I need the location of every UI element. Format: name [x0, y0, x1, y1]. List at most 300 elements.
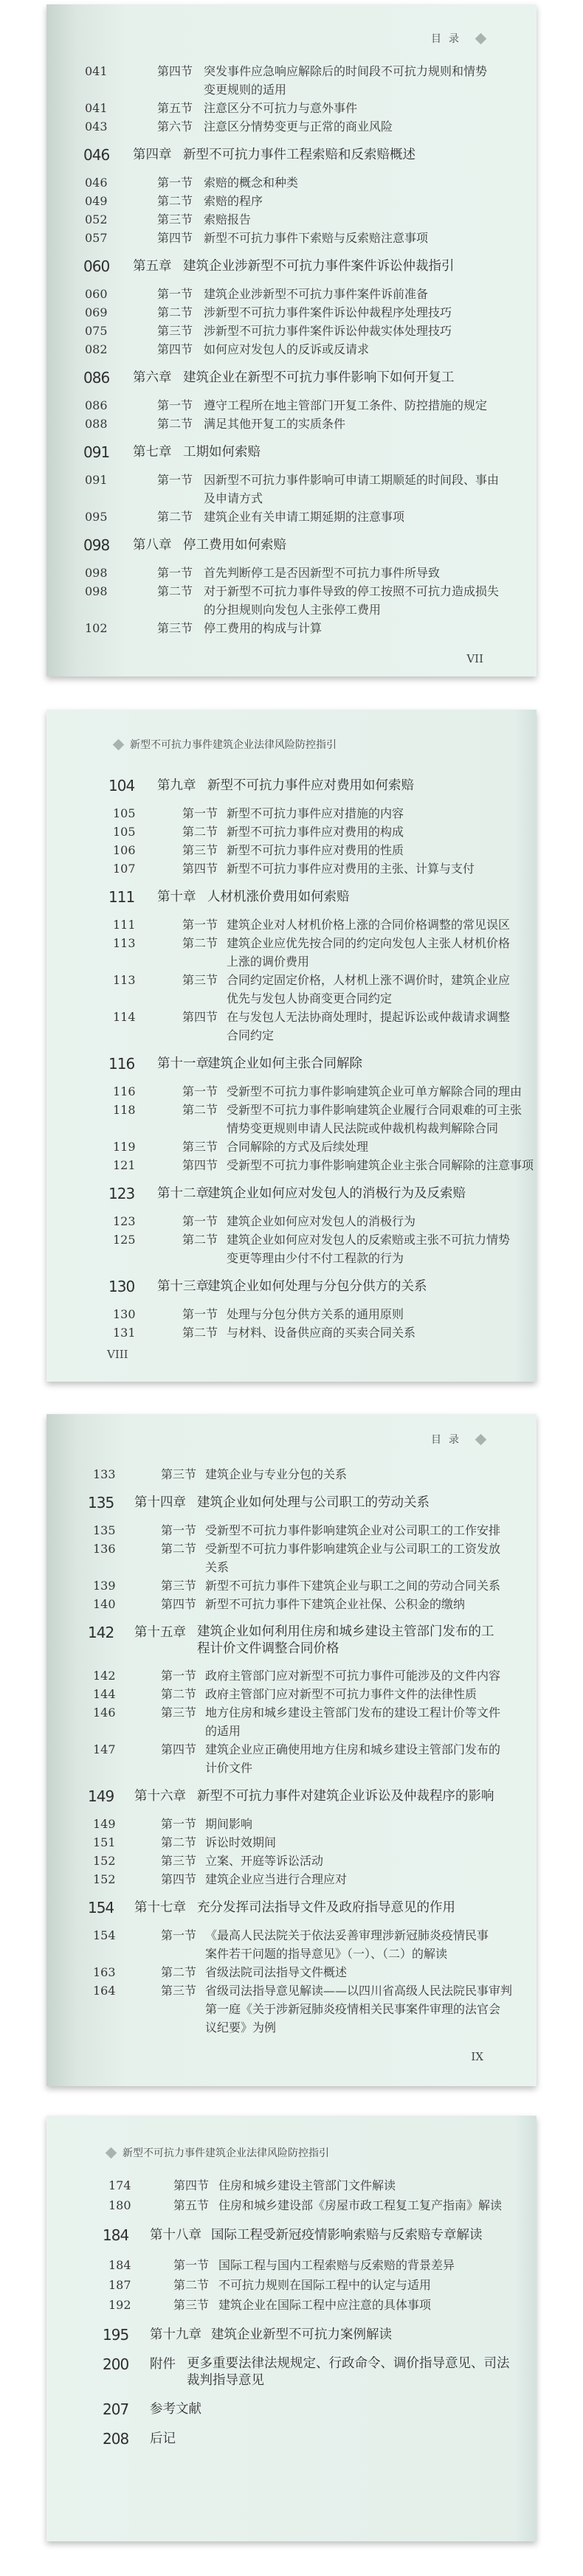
toc-section-entry[interactable]: [46, 99, 537, 117]
entry-title-line: 及申请方式: [204, 491, 263, 505]
entry-title: [204, 415, 537, 433]
toc-page-viii: [46, 710, 537, 1382]
toc-section-entry[interactable]: [46, 173, 537, 192]
entry-title: [197, 1494, 537, 1512]
toc-chapter-entry[interactable]: [46, 1494, 537, 1512]
toc-page-number: 192: [108, 2298, 131, 2312]
entry-title: [205, 1815, 537, 1833]
chapter-label: 第十五章: [134, 1625, 186, 1640]
toc-page-number: 195: [103, 2326, 129, 2344]
toc-chapter-entry[interactable]: [46, 1278, 537, 1296]
entry-title: [197, 1624, 537, 1658]
toc-section-entry[interactable]: [46, 303, 537, 322]
entry-title-line: 在与发包人无法协商处理时，提起诉讼或仲裁请求调整: [227, 1010, 511, 1024]
chapter-label: 第十三章: [157, 1279, 209, 1294]
entry-title-line: 受新型不可抗力事件影响建筑企业与公司职工的工资发放: [205, 1542, 501, 1556]
entry-title-line: 住房和城乡建设部《房屋市政工程复工复产指南》解读: [218, 2198, 503, 2212]
entry-title: [227, 1138, 537, 1156]
toc-chapter-entry[interactable]: [46, 1624, 537, 1658]
entry-title: [211, 2226, 537, 2245]
section-label: 第四节: [157, 342, 193, 356]
running-header: [107, 2145, 329, 2160]
section-label: 第五节: [157, 101, 193, 115]
section-label: 第三节: [161, 1579, 197, 1593]
toc-section-entry[interactable]: [46, 1156, 537, 1174]
section-label: 第三节: [161, 1706, 197, 1720]
toc-page-number: 200: [103, 2355, 129, 2373]
toc-chapter-entry[interactable]: [46, 146, 537, 165]
toc-page-number: 060: [85, 287, 108, 301]
section-label: 第三节: [157, 212, 193, 226]
entry-title: [204, 229, 537, 247]
entry-title-line: 合同约定: [227, 1028, 275, 1042]
entry-title-line: 期间影响: [205, 1817, 253, 1831]
toc-section-entry[interactable]: [46, 1963, 537, 1981]
entry-title: [205, 1521, 537, 1540]
entry-title-line: 处理与分包分供方关系的通用原则: [227, 1307, 404, 1321]
entry-title: [204, 173, 537, 192]
toc-section-entry[interactable]: [46, 192, 537, 210]
toc-page-vii: [46, 4, 537, 676]
section-label: 第三节: [161, 1467, 197, 1481]
entry-title: [205, 1981, 537, 2037]
entry-title-line: 受新型不可抗力事件影响建筑企业履行合同艰难的可主张: [227, 1103, 522, 1117]
entry-title: [227, 841, 537, 859]
entry-title-line: 对于新型不可抗力事件导致的停工按照不可抗力造成损失: [204, 584, 500, 598]
entry-title: [205, 1666, 537, 1685]
chapter-label: 第十章: [157, 890, 196, 904]
entry-title: [205, 1595, 537, 1613]
toc-page-number: 049: [85, 194, 108, 208]
entry-title-line: 满足其他开复工的实质条件: [204, 417, 346, 431]
entry-title: [207, 1185, 537, 1203]
toc-section-entry[interactable]: [46, 2295, 537, 2315]
toc-section-entry[interactable]: [46, 1926, 537, 1963]
section-label: 第二节: [157, 194, 193, 208]
toc-page-number: 144: [93, 1687, 116, 1701]
toc-page-number: 187: [108, 2278, 131, 2292]
toc-chapter-entry[interactable]: [46, 369, 537, 387]
toc-section-entry[interactable]: [46, 1870, 537, 1888]
chapter-label: 第九章: [157, 778, 196, 793]
toc-chapter-entry[interactable]: [46, 2430, 537, 2448]
toc-section-entry[interactable]: [46, 1323, 537, 1342]
entry-title-line: 新型不可抗力事件下建筑企业与职工之间的劳动合同关系: [205, 1579, 501, 1593]
entry-title: [205, 1540, 537, 1576]
section-label: 第二节: [161, 1687, 197, 1701]
toc-page-number: 116: [108, 1055, 135, 1073]
entry-title-line: 国际工程与国内工程索赔与反索赔的背景差异: [218, 2258, 455, 2272]
toc-section-entry[interactable]: [46, 804, 537, 823]
toc-page-number: 163: [93, 1965, 116, 1979]
toc-page-number: 152: [93, 1872, 116, 1886]
section-label: 第一节: [157, 398, 193, 412]
section-label: 第一节: [157, 473, 193, 487]
entry-title: [204, 322, 537, 340]
entry-title: [187, 2355, 537, 2389]
entry-title: [227, 1008, 537, 1045]
section-label: 第四节: [182, 1158, 218, 1172]
entry-title: [227, 1212, 537, 1230]
entry-title-line: 建筑企业涉新型不可抗力事件案件诉前准备: [204, 287, 429, 301]
toc-section-entry[interactable]: [46, 1101, 537, 1138]
toc-chapter-entry[interactable]: [46, 1899, 537, 1917]
entry-title: [204, 285, 537, 303]
entry-title: [197, 1899, 537, 1917]
toc-chapter-entry[interactable]: [46, 536, 537, 555]
entry-title-line: 建筑企业在国际工程中应注意的具体事项: [218, 2298, 432, 2312]
toc-page-number: 154: [93, 1928, 116, 1942]
entry-title-line: 索赔的概念和种类: [204, 176, 299, 190]
section-label: 第三节: [161, 1854, 197, 1868]
toc-chapter-entry[interactable]: [46, 1055, 537, 1073]
entry-title: [207, 888, 537, 907]
toc-chapter-entry[interactable]: [46, 1787, 537, 1806]
toc-section-entry[interactable]: [46, 1465, 537, 1483]
entry-title-line: 遵守工程所在地主管部门开复工条件、防控措施的规定: [204, 398, 488, 412]
toc-page-number: 208: [103, 2430, 129, 2448]
entry-title-line: 计价文件: [205, 1761, 253, 1775]
toc-section-entry[interactable]: [46, 1740, 537, 1777]
toc-section-entry[interactable]: [46, 322, 537, 340]
entry-title-line: 受新型不可抗力事件影响建筑企业可单方解除合同的理由: [227, 1084, 522, 1098]
section-label: 第一节: [157, 287, 193, 301]
entry-title: [227, 1082, 537, 1101]
section-label: 第一节: [157, 566, 193, 580]
toc-page-number: 111: [108, 888, 135, 906]
toc-section-entry[interactable]: [46, 415, 537, 433]
entry-title: [207, 1055, 537, 1073]
toc-page-number: 105: [113, 806, 136, 820]
toc-section-entry[interactable]: [46, 1833, 537, 1852]
entry-title-line: 新型不可抗力事件工程索赔和反索赔概述: [183, 148, 415, 162]
entry-title-line: 住房和城乡建设主管部门文件解读: [218, 2178, 396, 2192]
entry-title-line: 后记: [150, 2431, 176, 2446]
entry-title-line: 案件若干问题的指导意见》（一）、（二）的解读: [205, 1947, 448, 1961]
toc-chapter-entry[interactable]: [46, 2226, 537, 2245]
toc-section-entry[interactable]: [46, 1815, 537, 1833]
entry-title-line: 新型不可抗力事件下建筑企业社保、公积金的缴纳: [205, 1597, 466, 1611]
toc-page-number: 184: [103, 2226, 129, 2244]
entry-title-line: 新型不可抗力事件应对费用的构成: [227, 825, 404, 839]
toc-page-number: 149: [93, 1817, 116, 1831]
entry-title: [183, 369, 537, 387]
toc-page-number: 113: [113, 973, 136, 987]
chapter-label: 第十七章: [134, 1900, 186, 1915]
entry-title-line: 的适用: [205, 1724, 241, 1738]
section-label: 第一节: [161, 1669, 197, 1683]
entry-title: [204, 303, 537, 322]
entry-title-line: 建筑企业对人材机价格上涨的合同价格调整的常见误区: [227, 918, 511, 932]
toc-page-number: 041: [85, 64, 108, 78]
toc-section-entry[interactable]: [46, 859, 537, 878]
entry-title-line: 不可抗力规则在国际工程中的认定与适用: [218, 2278, 432, 2292]
toc-page-number: 098: [83, 536, 110, 554]
toc-section-entry[interactable]: [46, 1212, 537, 1230]
entry-title-line: 变更规则的适用: [204, 83, 287, 97]
entry-title-line: 立案、开庭等诉讼活动: [205, 1854, 324, 1868]
entry-title: [204, 340, 537, 359]
entry-title: [227, 1156, 537, 1174]
toc-page-number: 119: [113, 1140, 136, 1154]
section-label: 第二节: [157, 584, 193, 598]
toc-section-entry[interactable]: [46, 823, 537, 841]
toc-section-entry[interactable]: [46, 841, 537, 859]
toc-chapter-entry[interactable]: [46, 1185, 537, 1203]
entry-title: [207, 777, 537, 795]
toc-section-entry[interactable]: [46, 285, 537, 303]
entry-title: [204, 396, 537, 415]
section-label: 第一节: [161, 1523, 197, 1537]
entry-title-line: 建筑企业在新型不可抗力事件影响下如何开复工: [183, 370, 455, 385]
toc-section-entry[interactable]: [46, 2275, 537, 2295]
entry-title-line: 受新型不可抗力事件影响建筑企业对公司职工的工作安排: [205, 1523, 501, 1537]
entry-title-line: 首先判断停工是否因新型不可抗力事件所导致: [204, 566, 441, 580]
entry-title-line: 变更等理由少付不付工程款的行为: [227, 1251, 404, 1265]
toc-page-number: 131: [113, 1326, 136, 1340]
toc-section-entry[interactable]: [46, 340, 537, 359]
entry-title-line: 与材料、设备供应商的买卖合同关系: [227, 1326, 416, 1340]
toc-page-number: 130: [113, 1307, 136, 1321]
toc-section-entry[interactable]: [46, 1981, 537, 2037]
entry-title: [227, 859, 537, 878]
section-label: 第二节: [157, 417, 193, 431]
entry-title: [227, 1323, 537, 1342]
toc-section-entry[interactable]: [46, 1230, 537, 1267]
toc-page-number: 151: [93, 1835, 116, 1849]
section-label: 第三节: [182, 973, 218, 987]
chapter-label: 第八章: [133, 538, 172, 553]
toc-chapter-entry[interactable]: [46, 2355, 537, 2389]
toc-section-entry[interactable]: [46, 62, 537, 99]
section-label: 第三节: [182, 1140, 218, 1154]
toc-page-x: [46, 2116, 537, 2541]
entry-title: [205, 1833, 537, 1852]
entry-title-line: 建筑企业如何应对发包人的消极行为: [227, 1214, 416, 1228]
toc-page-number: 142: [93, 1669, 116, 1683]
toc-section-entry[interactable]: [46, 1576, 537, 1595]
toc-page-number: 098: [85, 584, 108, 598]
toc-page-number: 069: [85, 305, 108, 319]
toc-chapter-entry[interactable]: [46, 2326, 537, 2344]
section-label: 第四节: [161, 1742, 197, 1756]
diamond-ornament-icon: [475, 32, 487, 44]
running-header: [431, 1432, 485, 1447]
entry-title: [205, 1703, 537, 1740]
section-label: 第三节: [161, 1984, 197, 1998]
toc-section-entry[interactable]: [46, 2195, 537, 2215]
entry-title-line: 优先与发包人协商变更合同约定: [227, 991, 393, 1005]
entry-title: [204, 564, 537, 582]
folio-page-number: VIII: [107, 1348, 128, 1361]
entry-title: [205, 1963, 537, 1981]
diamond-ornament-icon: [113, 738, 125, 750]
section-label: 第二节: [157, 305, 193, 319]
entry-title-line: 突发事件应急响应解除后的时间段不可抗力规则和情势: [204, 64, 488, 78]
toc-section-entry[interactable]: [46, 117, 537, 136]
entry-title-line: 第一庭《关于涉新冠肺炎疫情相关民事案件审理的法官会: [205, 2002, 501, 2016]
entry-title: [205, 1740, 537, 1777]
section-label: 第二节: [161, 1542, 197, 1556]
toc-section-entry[interactable]: [46, 1540, 537, 1576]
toc-section-entry[interactable]: [46, 1008, 537, 1045]
toc-section-entry[interactable]: [46, 2175, 537, 2195]
entry-title: [218, 2175, 537, 2195]
entry-title-line: 因新型不可抗力事件影响可申请工期顺延的时间段、事由: [204, 473, 500, 487]
section-label: 第四节: [161, 1597, 197, 1611]
section-label: 第三节: [173, 2298, 210, 2312]
entry-title-line: 诉讼时效期间: [205, 1835, 277, 1849]
entry-title-line: 建筑企业如何利用住房和城乡建设主管部门发布的工: [197, 1624, 494, 1639]
toc-section-entry[interactable]: [46, 396, 537, 415]
entry-title: [183, 257, 537, 276]
section-label: 第二节: [161, 1835, 197, 1849]
entry-title: [227, 1305, 537, 1323]
entry-title-line: 新型不可抗力事件应对费用如何索赔: [207, 778, 414, 793]
chapter-label: 第七章: [133, 445, 172, 460]
toc-page-number: 139: [93, 1579, 116, 1593]
diamond-ornament-icon: [475, 1433, 487, 1445]
entry-title-line: 新型不可抗力事件下索赔与反索赔注意事项: [204, 231, 429, 245]
toc-section-entry[interactable]: [46, 582, 537, 619]
entry-title: [227, 804, 537, 823]
toc-section-entry[interactable]: [46, 619, 537, 637]
folio-page-number: IX: [471, 2050, 483, 2063]
entry-title: [227, 823, 537, 841]
entry-title-line: 建筑企业涉新型不可抗力事件案件诉讼仲裁指引: [183, 259, 455, 274]
entry-title-line: 索赔报告: [204, 212, 252, 226]
entry-title: [207, 1278, 537, 1296]
entry-title: [204, 99, 537, 117]
toc-page-number: 174: [108, 2178, 131, 2192]
entry-title: [205, 1852, 537, 1870]
entry-title-line: 建筑企业如何主张合同解除: [207, 1056, 362, 1071]
entry-title-line: 程计价文件调整合同价格: [197, 1641, 339, 1656]
toc-page-number: 149: [88, 1787, 114, 1805]
toc-page-number: 075: [85, 324, 108, 338]
entry-title: [204, 117, 537, 136]
toc-page-number: 095: [85, 510, 108, 524]
toc-page-number: 086: [83, 369, 110, 387]
section-label: 第四节: [182, 862, 218, 876]
running-header-text: 新型不可抗力事件建筑企业法律风险防控指引: [130, 739, 337, 751]
entry-title: [183, 146, 537, 165]
toc-page-number: 043: [85, 120, 108, 134]
running-header-text: 新型不可抗力事件建筑企业法律风险防控指引: [123, 2147, 329, 2159]
toc-page-number: 113: [113, 936, 136, 950]
section-label: 第二节: [182, 1103, 218, 1117]
toc-page-number: 133: [93, 1467, 116, 1481]
entry-title-line: 新型不可抗力事件应对措施的内容: [227, 806, 404, 820]
entry-title: [218, 2295, 537, 2315]
toc-section-entry[interactable]: [46, 1521, 537, 1540]
toc-section-entry[interactable]: [46, 1666, 537, 1685]
toc-section-entry[interactable]: [46, 1138, 537, 1156]
entry-title-line: 注意区分情势变更与正常的商业风险: [204, 120, 393, 134]
toc-page-number: 111: [113, 918, 136, 932]
section-label: 第三节: [157, 324, 193, 338]
toc-page-number: 136: [93, 1542, 116, 1556]
toc-page-number: 146: [93, 1706, 116, 1720]
entry-title-line: 《最高人民法院关于依法妥善审理涉新冠肺炎疫情民事: [205, 1928, 489, 1942]
toc-section-entry[interactable]: [46, 508, 537, 526]
toc-section-entry[interactable]: [46, 1595, 537, 1613]
toc-chapter-entry[interactable]: [46, 2400, 537, 2419]
section-label: 第四节: [157, 231, 193, 245]
entry-title: [227, 934, 537, 971]
section-label: 第二节: [182, 1326, 218, 1340]
toc-section-entry[interactable]: [46, 210, 537, 229]
section-label: 第一节: [182, 1084, 218, 1098]
entry-title-line: 建筑企业如何应对发包人的消极行为及反索赔: [207, 1186, 466, 1201]
toc-page-number: 180: [108, 2198, 131, 2212]
section-label: 第一节: [182, 806, 218, 820]
toc-section-entry[interactable]: [46, 471, 537, 508]
toc-section-entry[interactable]: [46, 915, 537, 934]
toc-page-number: 046: [83, 146, 110, 164]
entry-title: [227, 1230, 537, 1267]
entry-title: [183, 443, 537, 462]
toc-section-entry[interactable]: [46, 1703, 537, 1740]
entry-title-line: 人材机涨价费用如何索赔: [207, 890, 350, 904]
toc-list: [46, 766, 537, 1342]
section-label: 第一节: [161, 1817, 197, 1831]
toc-section-entry[interactable]: [46, 564, 537, 582]
section-label: 第二节: [161, 1965, 197, 1979]
section-label: 第一节: [182, 918, 218, 932]
entry-title: [227, 1101, 537, 1138]
toc-section-entry[interactable]: [46, 2255, 537, 2275]
toc-section-entry[interactable]: [46, 1305, 537, 1323]
toc-page-number: 140: [93, 1597, 116, 1611]
toc-chapter-entry[interactable]: [46, 777, 537, 795]
toc-page-number: 135: [93, 1523, 116, 1537]
entry-title: [218, 2255, 537, 2275]
diamond-ornament-icon: [106, 2147, 117, 2158]
toc-page-number: 125: [113, 1233, 136, 1247]
chapter-label: 第五章: [133, 259, 172, 274]
toc-chapter-entry[interactable]: [46, 257, 537, 276]
entry-title: [204, 192, 537, 210]
section-label: 第一节: [161, 1928, 197, 1942]
toc-list: [46, 2175, 537, 2459]
chapter-label: 第十四章: [134, 1495, 186, 1510]
toc-chapter-entry[interactable]: [46, 443, 537, 462]
toc-section-entry[interactable]: [46, 1852, 537, 1870]
toc-page-number: 135: [88, 1494, 114, 1512]
entry-title-line: 索赔的程序: [204, 194, 263, 208]
toc-section-entry[interactable]: [46, 934, 537, 971]
toc-section-entry[interactable]: [46, 971, 537, 1008]
toc-chapter-entry[interactable]: [46, 888, 537, 907]
entry-title-line: 上涨的调价费用: [227, 955, 310, 969]
toc-section-entry[interactable]: [46, 1082, 537, 1101]
entry-title: [205, 1576, 537, 1595]
chapter-label: 第十六章: [134, 1789, 186, 1804]
entry-title-line: 关系: [205, 1560, 230, 1574]
entry-title-line: 裁判指导意见: [187, 2373, 264, 2388]
chapter-label: 第六章: [133, 370, 172, 385]
toc-section-entry[interactable]: [46, 229, 537, 247]
toc-page-number: 046: [85, 176, 108, 190]
section-label: 第三节: [157, 621, 193, 635]
entry-title-line: 受新型不可抗力事件影响建筑企业主张合同解除的注意事项: [227, 1158, 534, 1172]
entry-title-line: 如何应对发包人的反诉或反请求: [204, 342, 370, 356]
entry-title: [204, 619, 537, 637]
toc-section-entry[interactable]: [46, 1685, 537, 1703]
toc-page-number: 154: [88, 1899, 114, 1917]
section-label: 第六节: [157, 120, 193, 134]
